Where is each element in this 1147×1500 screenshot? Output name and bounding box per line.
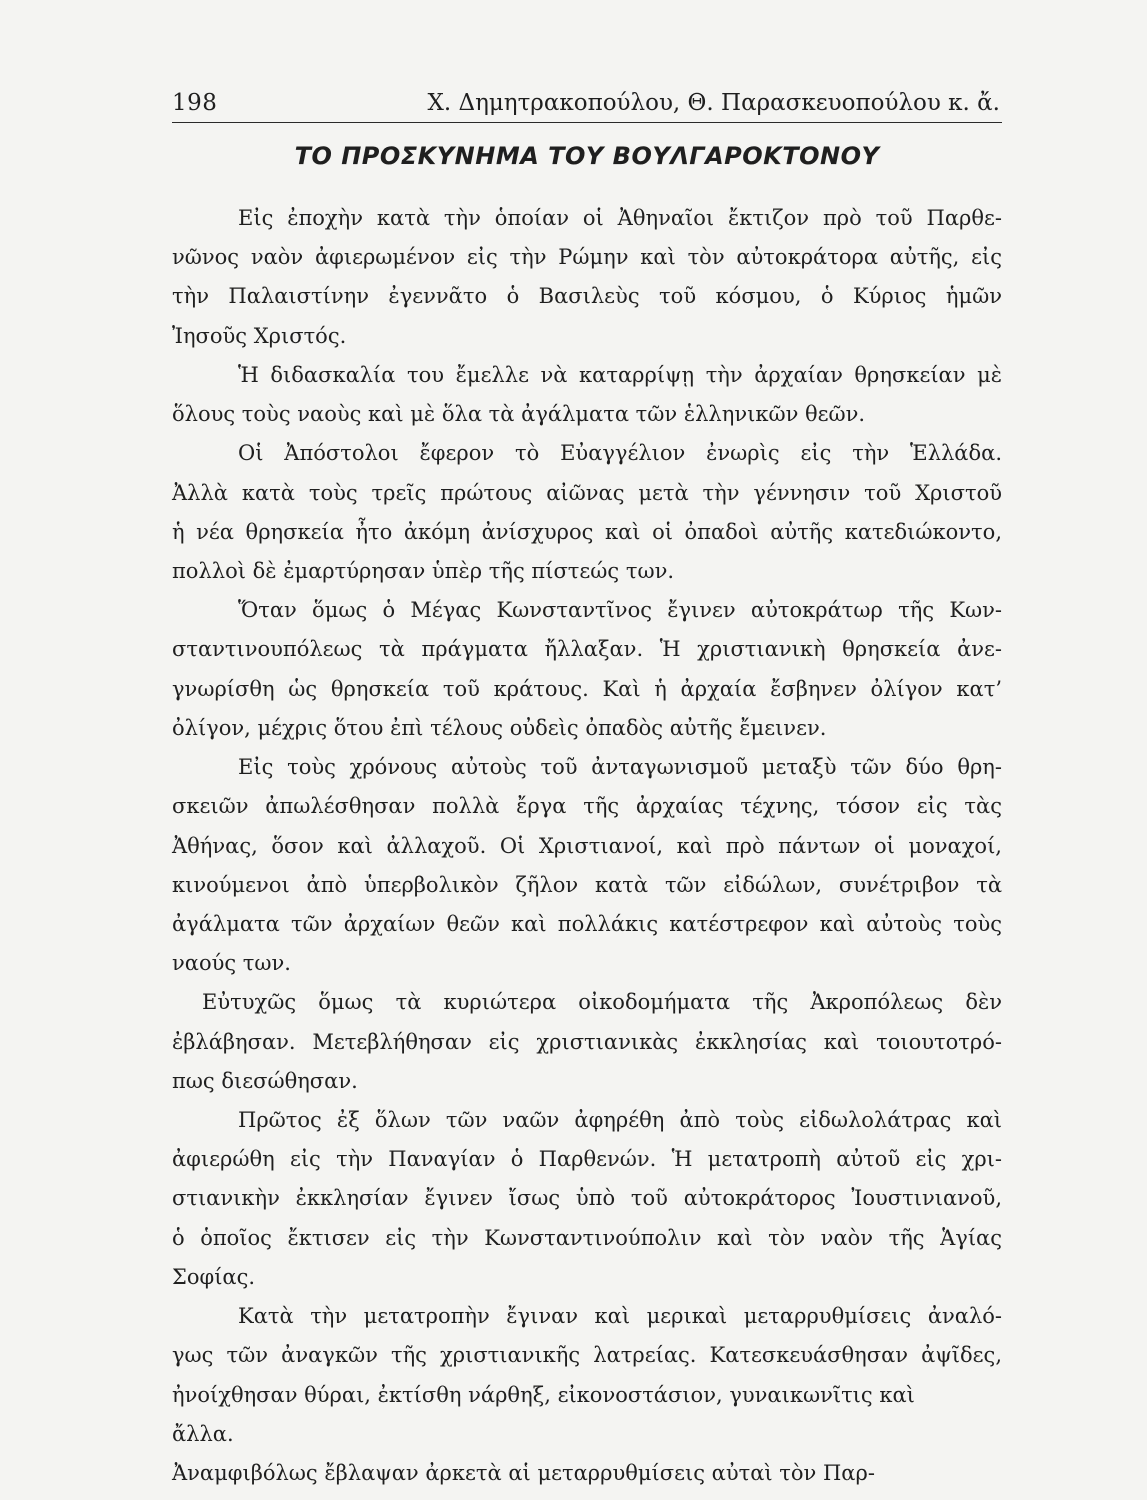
- text-line: κινούμενοι ἀπὸ ὑπερβολικὸν ζῆλον κατὰ τῶν εἰδώλων, συνέτριβον τὰ: [172, 872, 1002, 897]
- text-line: Ἀναμφιβόλως ἔβλαψαν ἀρκετὰ αἱ μεταρρυθμίσεις αὐταὶ τὸν Παρ-: [172, 1461, 875, 1485]
- text-line: Ὅταν ὅμως ὁ Μέγας Κωνσταντῖνος ἔγινεν αὐτοκράτωρ τῆς Κων-: [238, 598, 1002, 623]
- running-header-authors: Χ. Δημητρακοπούλου, Θ. Παρασκευοπούλου κ. ἄ.: [427, 90, 1000, 116]
- text-line: γνωρίσθη ὡς θρησκεία τοῦ κράτους. Καὶ ἡ ἀρχαία ἔσβηνεν ὀλίγον κατ’: [172, 676, 1002, 701]
- text-line: Σοφίας.: [172, 1264, 256, 1289]
- text-line: πως διεσώθησαν.: [172, 1068, 358, 1093]
- text-line: πολλοὶ δὲ ἐμαρτύρησαν ὑπὲρ τῆς πίστεώς των.: [172, 558, 675, 583]
- text-line: ὅλους τοὺς ναοὺς καὶ μὲ ὅλα τὰ ἀγάλματα τῶν ἑλληνικῶν θεῶν.: [172, 402, 866, 427]
- text-line: ἄλλα.: [172, 1421, 234, 1446]
- text-line: στιανικὴν ἐκκλησίαν ἔγινεν ἴσως ὑπὸ τοῦ αὐτοκράτορος Ἰουστινιανοῦ,: [172, 1186, 1002, 1211]
- text-line: ἀφιερώθη εἰς τὴν Παναγίαν ὁ Παρθενών. Ἡ μετατροπὴ αὐτοῦ εἰς χρι-: [172, 1147, 1002, 1172]
- text-line: ὁ ὁποῖος ἔκτισεν εἰς τὴν Κωνσταντινούπολιν καὶ τὸν ναὸν τῆς Ἁγίας: [172, 1225, 1002, 1250]
- text-line: ἠνοίχθησαν θύραι, ἐκτίσθη νάρθηξ, εἰκονοστάσιον, γυναικωνῖτις καὶ: [172, 1382, 915, 1407]
- text-line: σταντινουπόλεως τὰ πράγματα ἤλλαξαν. Ἡ χριστιανικὴ θρησκεία ἀνε-: [172, 637, 1002, 662]
- page-number: 198: [172, 90, 218, 116]
- article-title: ΤΟ ΠΡΟΣΚΥΝΗΜΑ ΤΟΥ ΒΟΥΛΓΑΡΟΚΤΟΝΟΥ: [294, 142, 880, 170]
- text-line: Ἀθήνας, ὅσον καὶ ἀλλαχοῦ. Οἱ Χριστιανοί, καὶ πρὸ πάντων οἱ μοναχοί,: [172, 833, 1002, 858]
- text-line: ἡ νέα θρησκεία ἦτο ἀκόμη ἀνίσχυρος καὶ οἱ ὀπαδοὶ αὐτῆς κατεδιώκοντο,: [172, 519, 1002, 544]
- text-line: Ἰησοῦς Χριστός.: [172, 323, 347, 348]
- text-line: γως τῶν ἀναγκῶν τῆς χριστιανικῆς λατρείας. Κατεσκευάσθησαν ἀψῖδες,: [172, 1343, 1002, 1368]
- running-header: [172, 88, 1002, 123]
- text-line: ὀλίγον, μέχρις ὅτου ἐπὶ τέλους οὐδεὶς ὀπαδὸς αὐτῆς ἔμεινεν.: [172, 715, 827, 740]
- text-line: Εὐτυχῶς ὅμως τὰ κυριώτερα οἰκοδομήματα τῆς Ἀκροπόλεως δὲν: [202, 990, 1002, 1015]
- text-line: ναούς των.: [172, 951, 291, 976]
- text-line: Κατὰ τὴν μετατροπὴν ἔγιναν καὶ μερικαὶ μεταρρυθμίσεις ἀναλό-: [238, 1304, 1002, 1329]
- text-line: Ἀλλὰ κατὰ τοὺς τρεῖς πρώτους αἰῶνας μετὰ τὴν γέννησιν τοῦ Χριστοῦ: [172, 480, 1002, 505]
- text-line: Πρῶτος ἐξ ὅλων τῶν ναῶν ἀφηρέθη ἀπὸ τοὺς εἰδωλολάτρας καὶ: [238, 1108, 1002, 1133]
- text-line: Ἡ διδασκαλία του ἔμελλε νὰ καταρρίψῃ τὴν ἀρχαίαν θρησκείαν μὲ: [238, 362, 1002, 387]
- text-line: νῶνος ναὸν ἀφιερωμένον εἰς τὴν Ρώμην καὶ τὸν αὐτοκράτορα αὐτῆς, εἰς: [172, 245, 1002, 270]
- text-line: ἀγάλματα τῶν ἀρχαίων θεῶν καὶ πολλάκις κατέστρεφον καὶ αὐτοὺς τοὺς: [172, 911, 1002, 936]
- text-line: Οἱ Ἀπόστολοι ἔφερον τὸ Εὐαγγέλιον ἐνωρὶς εἰς τὴν Ἑλλάδα.: [238, 441, 1002, 466]
- text-line: σκειῶν ἀπωλέσθησαν πολλὰ ἔργα τῆς ἀρχαίας τέχνης, τόσον εἰς τὰς: [172, 794, 1002, 819]
- text-line: Εἰς ἐποχὴν κατὰ τὴν ὁποίαν οἱ Ἀθηναῖοι ἔκτιζον πρὸ τοῦ Παρθε-: [238, 206, 1002, 230]
- text-line: τὴν Παλαιστίνην ἐγεννᾶτο ὁ Βασιλεὺς τοῦ κόσμου, ὁ Κύριος ἡμῶν: [172, 284, 1002, 309]
- text-line: ἐβλάβησαν. Μετεβλήθησαν εἰς χριστιανικὰς ἐκκλησίας καὶ τοιουτοτρό-: [172, 1029, 1002, 1054]
- text-line: Εἰς τοὺς χρόνους αὐτοὺς τοῦ ἀνταγωνισμοῦ μεταξὺ τῶν δύο θρη-: [238, 755, 1002, 780]
